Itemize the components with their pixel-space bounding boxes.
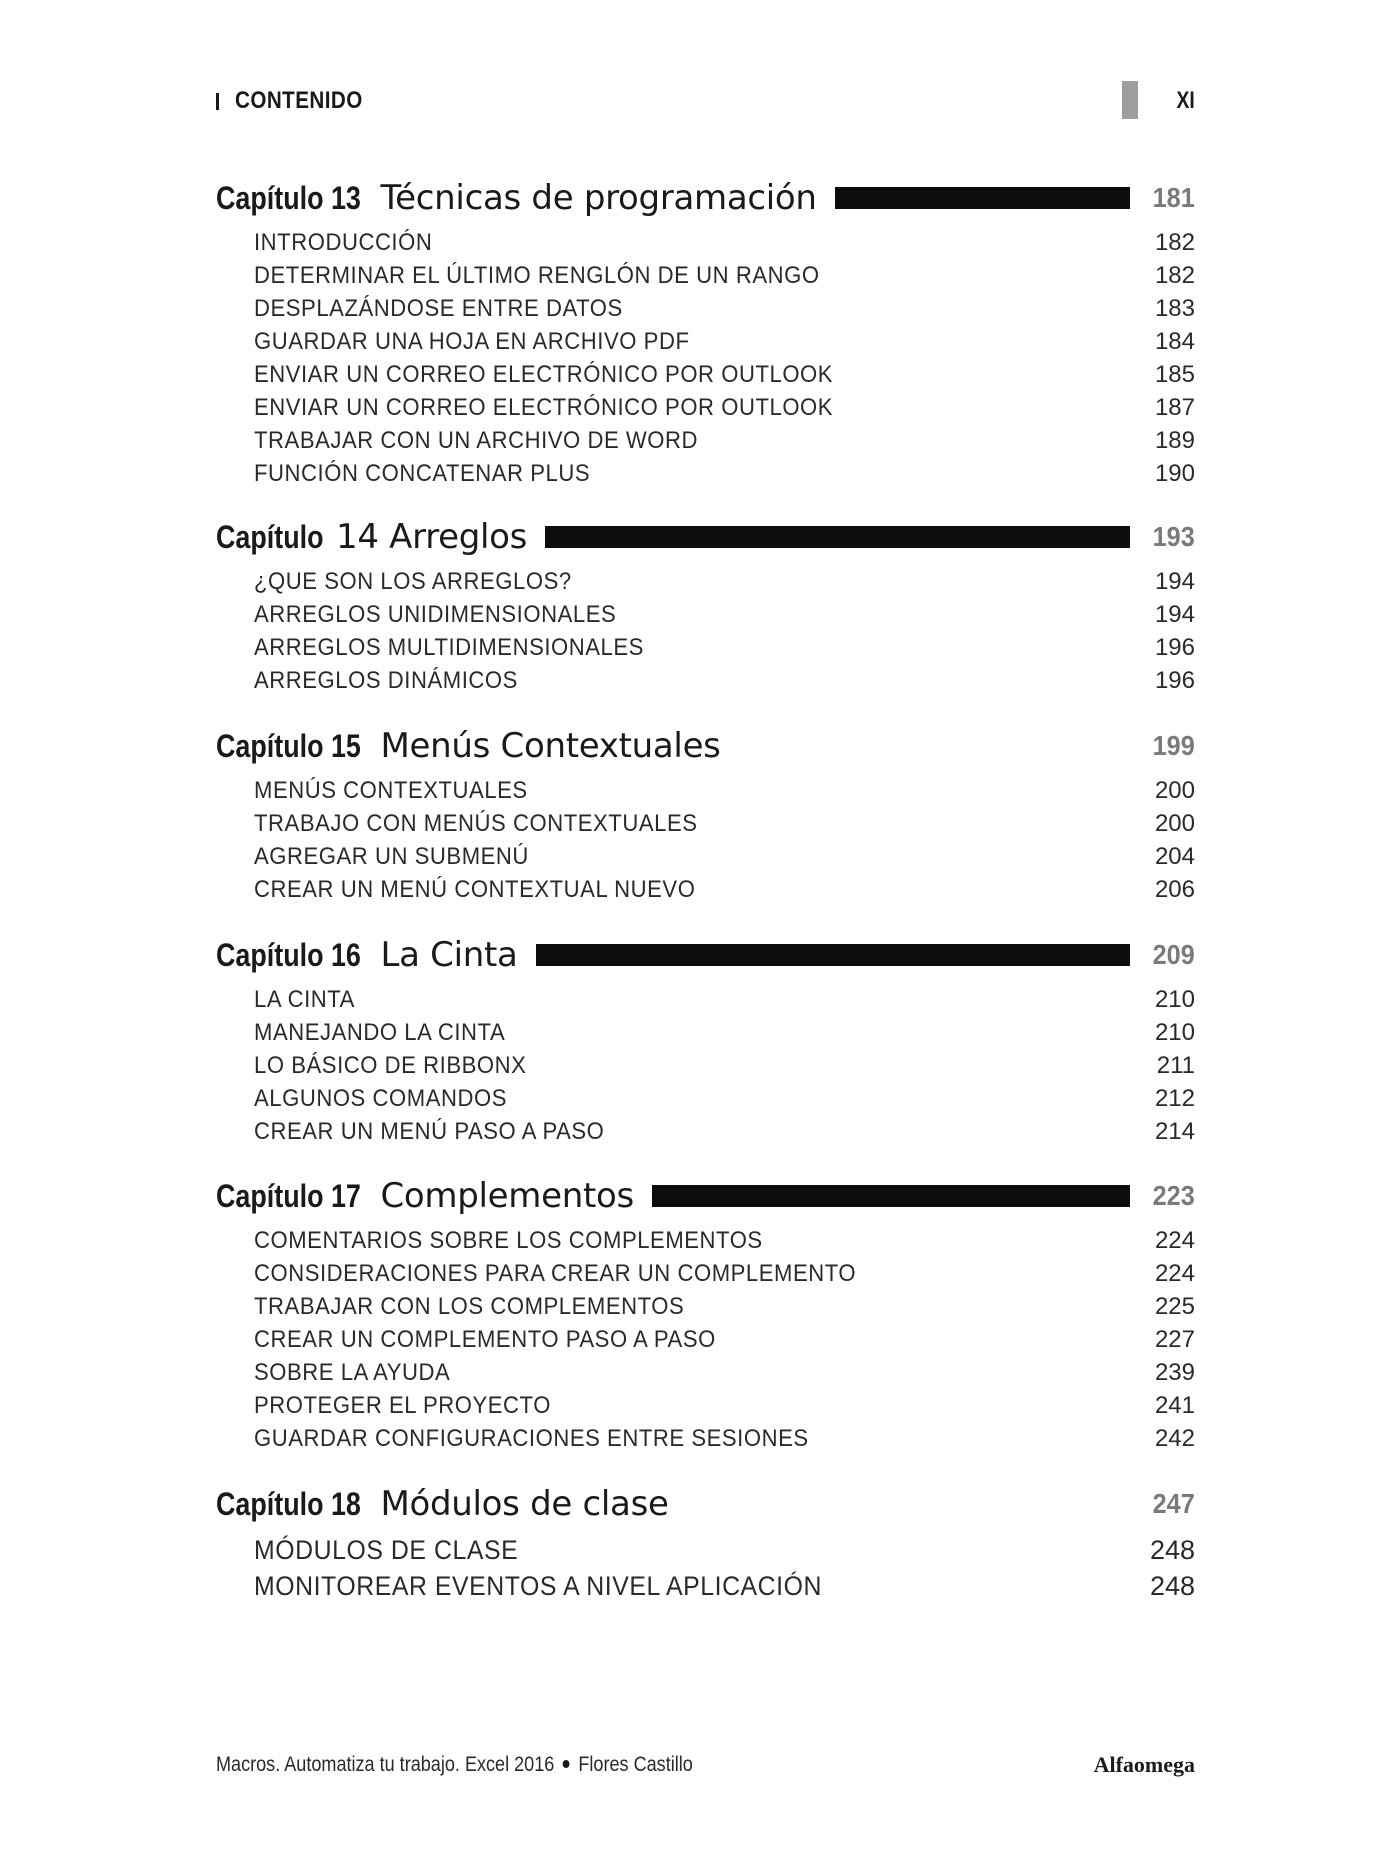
toc-entry <box>216 1016 1195 1049</box>
entry-title: CREAR UN COMPLEMENTO PASO A PASO <box>254 1325 716 1353</box>
entry-title: DETERMINAR EL ÚLTIMO RENGLÓN DE UN RANGO <box>254 261 820 289</box>
chapter-label: Capítulo 16 <box>216 937 361 973</box>
entry-page: 225 <box>1154 1292 1195 1320</box>
entry-title: PROTEGER EL PROYECTO <box>254 1391 551 1419</box>
entry-page: 241 <box>1154 1391 1195 1419</box>
entry-page: 204 <box>1154 842 1195 870</box>
entry-title: GUARDAR UNA HOJA EN ARCHIVO PDF <box>254 327 690 355</box>
toc-entry <box>216 391 1195 424</box>
toc-entry <box>216 774 1195 807</box>
toc-entry <box>216 983 1195 1016</box>
bullet-icon <box>563 1760 570 1768</box>
toc-entry <box>216 840 1195 873</box>
toc-entry <box>216 1257 1195 1290</box>
header-title: CONTENIDO <box>235 87 363 114</box>
chapter-17 <box>216 1174 1195 1455</box>
chapter-rule <box>652 1185 1130 1207</box>
entry-title: MENÚS CONTEXTUALES <box>254 776 528 804</box>
chapter-page: 199 <box>1152 730 1195 761</box>
chapter-page: 209 <box>1152 939 1195 970</box>
chapter-title: La Cinta <box>380 935 518 975</box>
toc-entry <box>216 873 1195 906</box>
header-vertical-bar <box>216 93 219 110</box>
chapter-entries <box>216 565 1195 697</box>
entry-page: 210 <box>1154 1018 1195 1046</box>
toc-entry <box>216 358 1195 391</box>
footer-book-title: Macros. Automatiza tu trabajo. Excel 2016 <box>216 1753 555 1776</box>
entry-title: MANEJANDO LA CINTA <box>254 1018 506 1046</box>
entry-title: LO BÁSICO DE RIBBONX <box>254 1051 527 1079</box>
entry-page: 211 <box>1156 1051 1195 1079</box>
chapter-rule <box>545 526 1130 548</box>
toc-entry <box>216 226 1195 259</box>
entry-title: GUARDAR CONFIGURACIONES ENTRE SESIONES <box>254 1424 809 1452</box>
toc-entry <box>216 1049 1195 1082</box>
chapter-heading <box>216 933 1195 977</box>
page-header <box>216 86 1195 120</box>
entry-title: TRABAJAR CON LOS COMPLEMENTOS <box>254 1292 685 1320</box>
chapter-label: Capítulo 17 <box>216 1178 361 1214</box>
chapter-label: Capítulo 15 <box>216 728 361 764</box>
toc-entry <box>216 631 1195 664</box>
toc-entry <box>216 292 1195 325</box>
page-footer <box>216 1750 1195 1780</box>
entry-title: ¿QUE SON LOS ARREGLOS? <box>254 567 572 595</box>
entry-page: 248 <box>1149 1570 1195 1601</box>
entry-page: 206 <box>1154 875 1195 903</box>
chapter-title: Módulos de clase <box>380 1484 669 1524</box>
chapter-16 <box>216 933 1195 1148</box>
footer-book-info <box>216 1750 693 1780</box>
entry-page: 187 <box>1154 393 1195 421</box>
entry-page: 196 <box>1154 633 1195 661</box>
toc-entry <box>216 424 1195 457</box>
entry-title: CONSIDERACIONES PARA CREAR UN COMPLEMENTO <box>254 1259 857 1287</box>
toc-entry <box>216 457 1195 490</box>
entry-title: ARREGLOS MULTIDIMENSIONALES <box>254 633 644 661</box>
entry-page: 224 <box>1154 1226 1195 1254</box>
entry-page: 183 <box>1154 294 1195 322</box>
header-gray-marker <box>1122 81 1138 119</box>
chapter-entries <box>216 774 1195 906</box>
chapter-heading <box>216 1174 1195 1218</box>
toc-entry <box>216 1532 1195 1568</box>
chapter-page: 193 <box>1152 521 1195 552</box>
entry-page: 190 <box>1154 459 1195 487</box>
entry-page: 196 <box>1154 666 1195 694</box>
chapter-15 <box>216 724 1195 906</box>
chapter-rule <box>536 944 1131 966</box>
entry-title: FUNCIÓN CONCATENAR PLUS <box>254 459 591 487</box>
entry-page: 184 <box>1154 327 1195 355</box>
entry-title: MONITOREAR EVENTOS A NIVEL APLICACIÓN <box>254 1570 822 1601</box>
entry-page: 189 <box>1154 426 1195 454</box>
entry-page: 200 <box>1154 776 1195 804</box>
entry-title: DESPLAZÁNDOSE ENTRE DATOS <box>254 294 623 322</box>
chapter-title: Complementos <box>380 1176 634 1216</box>
entry-title: TRABAJO CON MENÚS CONTEXTUALES <box>254 809 698 837</box>
entry-page: 194 <box>1154 600 1195 628</box>
toc-entry <box>216 807 1195 840</box>
entry-title: AGREGAR UN SUBMENÚ <box>254 842 529 870</box>
entry-page: 227 <box>1154 1325 1195 1353</box>
chapter-entries <box>216 983 1195 1148</box>
entry-page: 212 <box>1154 1084 1195 1112</box>
entry-page: 200 <box>1154 809 1195 837</box>
entry-title: SOBRE LA AYUDA <box>254 1358 451 1386</box>
footer-author: Flores Castillo <box>578 1753 693 1776</box>
entry-page: 239 <box>1154 1358 1195 1386</box>
chapter-title: Menús Contextuales <box>380 726 721 766</box>
chapter-rule <box>835 187 1131 209</box>
entry-title: ENVIAR UN CORREO ELECTRÓNICO POR OUTLOOK <box>254 393 834 421</box>
toc-entry <box>216 325 1195 358</box>
entry-page: 182 <box>1154 228 1195 256</box>
entry-page: 210 <box>1154 985 1195 1013</box>
toc-entry <box>216 1290 1195 1323</box>
chapter-label: Capítulo <box>216 519 324 555</box>
chapter-label: Capítulo 18 <box>216 1486 361 1522</box>
toc-entry <box>216 1082 1195 1115</box>
entry-page: 182 <box>1154 261 1195 289</box>
header-page-number: XI <box>1176 87 1195 114</box>
toc-entry <box>216 1323 1195 1356</box>
entry-page: 185 <box>1154 360 1195 388</box>
chapter-title: Técnicas de programación <box>380 178 817 218</box>
chapter-18 <box>216 1482 1195 1604</box>
entry-title: CREAR UN MENÚ PASO A PASO <box>254 1117 605 1145</box>
chapter-title: 14 Arreglos <box>335 517 528 557</box>
entry-page: 248 <box>1149 1534 1195 1565</box>
entry-title: TRABAJAR CON UN ARCHIVO DE WORD <box>254 426 699 454</box>
chapter-heading <box>216 1482 1195 1526</box>
entry-page: 194 <box>1154 567 1195 595</box>
chapter-14 <box>216 515 1195 697</box>
entry-title: INTRODUCCIÓN <box>254 228 433 256</box>
entry-title: CREAR UN MENÚ CONTEXTUAL NUEVO <box>254 875 696 903</box>
chapter-13 <box>216 176 1195 490</box>
toc-entry <box>216 1115 1195 1148</box>
entry-title: ENVIAR UN CORREO ELECTRÓNICO POR OUTLOOK <box>254 360 834 388</box>
chapter-page: 223 <box>1152 1180 1195 1211</box>
chapter-entries <box>216 1224 1195 1455</box>
toc-entry <box>216 1568 1195 1604</box>
toc-entry <box>216 1224 1195 1257</box>
chapter-label: Capítulo 13 <box>216 180 361 216</box>
entry-page: 242 <box>1154 1424 1195 1452</box>
entry-title: ALGUNOS COMANDOS <box>254 1084 507 1112</box>
chapter-page: 247 <box>1152 1488 1195 1519</box>
chapter-page: 181 <box>1152 182 1195 213</box>
entry-page: 214 <box>1154 1117 1195 1145</box>
toc-entry <box>216 1422 1195 1455</box>
entry-page: 224 <box>1154 1259 1195 1287</box>
entry-title: ARREGLOS UNIDIMENSIONALES <box>254 600 617 628</box>
chapter-entries <box>216 226 1195 490</box>
toc-entry <box>216 664 1195 697</box>
chapter-entries <box>216 1532 1195 1604</box>
toc-entry <box>216 259 1195 292</box>
entry-title: COMENTARIOS SOBRE LOS COMPLEMENTOS <box>254 1226 763 1254</box>
entry-title: MÓDULOS DE CLASE <box>254 1534 519 1565</box>
toc-entry <box>216 598 1195 631</box>
toc-entry <box>216 1356 1195 1389</box>
chapter-heading <box>216 515 1195 559</box>
chapter-heading <box>216 724 1195 768</box>
entry-title: ARREGLOS DINÁMICOS <box>254 666 518 694</box>
chapter-heading <box>216 176 1195 220</box>
toc-entry <box>216 1389 1195 1422</box>
toc-entry <box>216 565 1195 598</box>
footer-publisher: Alfaomega <box>1093 1752 1195 1777</box>
entry-title: LA CINTA <box>254 985 355 1013</box>
